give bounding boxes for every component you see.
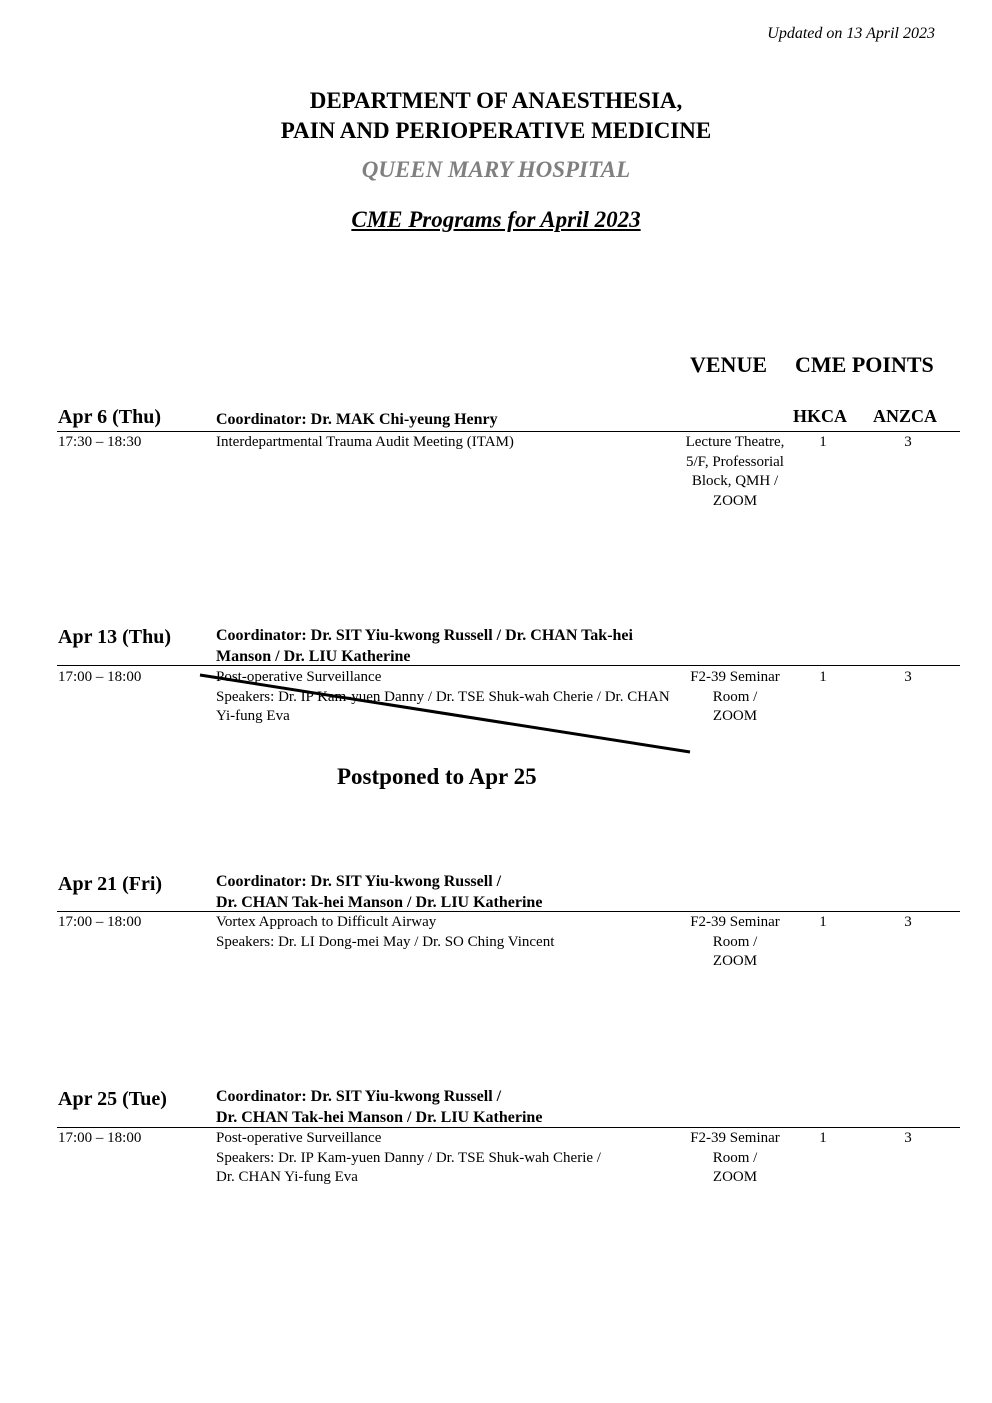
session-hkca-points: 1 [819, 434, 827, 450]
session-topic: Post-operative Surveillance [216, 1130, 382, 1146]
session-time: 17:30 – 18:30 [58, 434, 142, 450]
session-time: 17:00 – 18:00 [58, 669, 142, 685]
session-topic: Post-operative Surveillance [216, 669, 382, 685]
session-hkca-points: 1 [819, 1130, 827, 1146]
page-title: CME Programs for April 2023 [351, 207, 641, 232]
session-coordinator [216, 871, 696, 913]
session-venue: Lecture Theatre, 5/F, Professorial Block, QMH / ZOOM [685, 434, 785, 509]
session-venue: F2-39 Seminar Room / ZOOM [690, 1130, 780, 1185]
anzca-column-header: ANZCA [873, 406, 938, 426]
session-topic: Vortex Approach to Difficult Airway [216, 914, 437, 930]
coordinator-line-2: Dr. CHAN Tak-hei Manson / Dr. LIU Katherine [216, 894, 543, 911]
session-date: Apr 25 (Tue) [58, 1088, 167, 1110]
session-hkca-points: 1 [819, 914, 827, 930]
section-divider [57, 1127, 960, 1128]
session-anzca-points: 3 [904, 669, 912, 685]
session-coordinator [216, 1086, 696, 1128]
session-speakers: Speakers: Dr. LI Dong-mei May / Dr. SO Ching Vincent [216, 933, 555, 950]
coordinator-line-1: Coordinator: Dr. SIT Yiu-kwong Russell / [216, 1088, 502, 1105]
session-coordinator: Coordinator: Dr. MAK Chi-yeung Henry [216, 411, 498, 428]
session-time: 17:00 – 18:00 [58, 914, 142, 930]
session-topic: Interdepartmental Trauma Audit Meeting (ITAM) [216, 434, 514, 450]
session-speakers: Speakers: Dr. IP Kam-yuen Danny / Dr. TSE Shuk-wah Cherie / Dr. CHAN Yi-fung Eva [216, 688, 670, 724]
venue-column-header: VENUE [690, 352, 768, 377]
session-topic-block [216, 1129, 686, 1188]
postponed-note: Postponed to Apr 25 [337, 764, 537, 789]
department-line-2: PAIN AND PERIOPERATIVE MEDICINE [280, 118, 712, 143]
session-anzca-points: 3 [904, 434, 912, 450]
department-line-1: DEPARTMENT OF ANAESTHESIA, [309, 88, 683, 113]
session-topic-block [216, 913, 686, 952]
section-divider [57, 431, 960, 432]
session-date: Apr 13 (Thu) [58, 626, 171, 648]
session-anzca-points: 3 [904, 1130, 912, 1146]
session-date: Apr 6 (Thu) [58, 406, 161, 428]
session-date: Apr 21 (Fri) [58, 873, 163, 895]
updated-date: Updated on 13 April 2023 [767, 25, 935, 42]
session-time: 17:00 – 18:00 [58, 1130, 142, 1146]
session-coordinator: Coordinator: Dr. SIT Yiu-kwong Russell / Dr. CHAN Tak-hei Manson / Dr. LIU Katherine [216, 627, 633, 665]
coordinator-line-1: Coordinator: Dr. SIT Yiu-kwong Russell / [216, 873, 502, 890]
session-venue: F2-39 Seminar Room / ZOOM [690, 669, 780, 724]
session-hkca-points: 1 [819, 669, 827, 685]
session-speakers-line-1: Speakers: Dr. IP Kam-yuen Danny / Dr. TSE Shuk-wah Cherie / [216, 1149, 601, 1166]
session-anzca-points: 3 [904, 914, 912, 930]
section-divider [57, 665, 960, 666]
hkca-column-header: HKCA [793, 406, 847, 426]
department-heading [0, 86, 992, 146]
session-speakers-line-2: Dr. CHAN Yi-fung Eva [216, 1169, 358, 1185]
cme-points-column-header: CME POINTS [795, 352, 934, 377]
session-venue: F2-39 Seminar Room / ZOOM [690, 914, 780, 969]
section-divider [57, 911, 960, 912]
strikethrough-line [195, 672, 695, 756]
coordinator-line-2: Dr. CHAN Tak-hei Manson / Dr. LIU Katherine [216, 1109, 543, 1126]
hospital-name: QUEEN MARY HOSPITAL [361, 157, 631, 182]
